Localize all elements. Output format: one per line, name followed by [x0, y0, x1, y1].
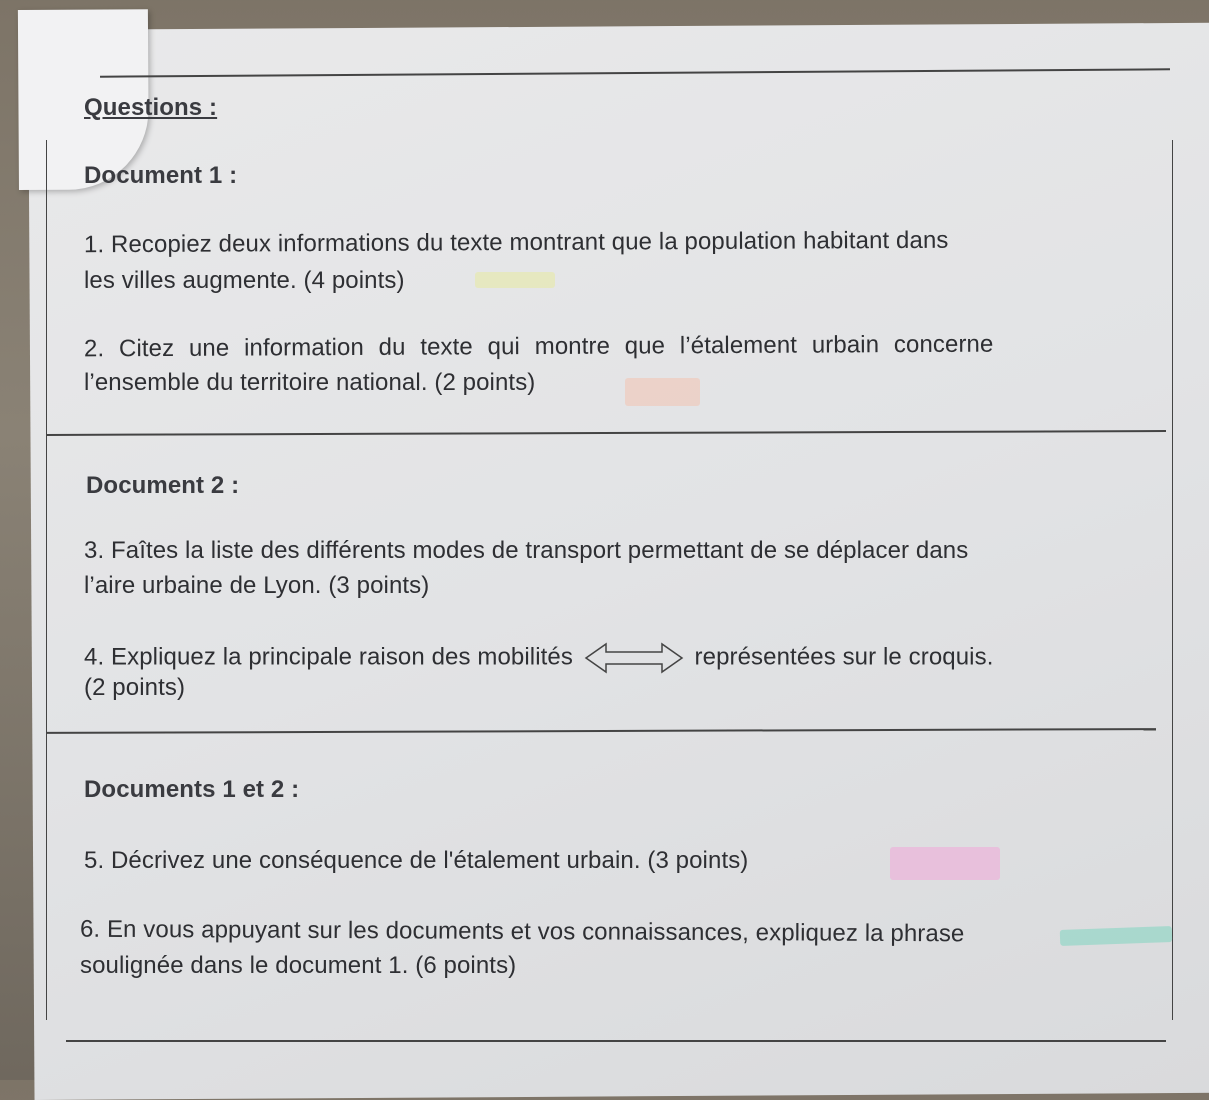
section-title: Document 2 :	[86, 472, 240, 499]
question-4-line-2: (2 points)	[84, 674, 186, 701]
section-title: Documents 1 et 2 :	[84, 776, 300, 803]
question-6-line-2: soulignée dans le document 1. (6 points)	[80, 952, 517, 979]
questions-heading: Questions :	[84, 94, 218, 121]
highlight-yellow	[475, 272, 555, 288]
question-5-line-1: 5. Décrivez une conséquence de l'étalement urbain. (3 points)	[84, 847, 749, 874]
question-2-line-2: l’ensemble du territoire national. (2 points)	[84, 369, 536, 396]
question-1-line-2: les villes augmente. (4 points)	[84, 267, 405, 294]
question-1-line-1: 1. Recopiez deux informations du texte montrant que la population habitant dans	[83, 226, 949, 259]
question-4-text-a: 4. Expliquez la principale raison des mobilités	[84, 643, 573, 671]
highlight-orange	[625, 378, 700, 406]
highlight-pink	[890, 847, 1000, 880]
question-4-line-1	[84, 641, 993, 675]
question-4-text-b: représentées sur le croquis.	[694, 643, 994, 671]
section-title: Document 1 :	[84, 162, 238, 189]
double-arrow-icon	[584, 641, 684, 675]
question-3-line-2: l’aire urbaine de Lyon. (3 points)	[84, 572, 430, 599]
bottom-border	[66, 1040, 1166, 1042]
question-3-line-1: 3. Faîtes la liste des différents modes de transport permettant de se déplacer dans	[84, 537, 969, 564]
question-6-line-1: 6. En vous appuyant sur les documents et vos connaissances, expliquez la phrase	[79, 915, 965, 948]
question-2-line-1: 2. Citez une information du texte qui montre que l’étalement urbain concerne	[83, 330, 994, 363]
